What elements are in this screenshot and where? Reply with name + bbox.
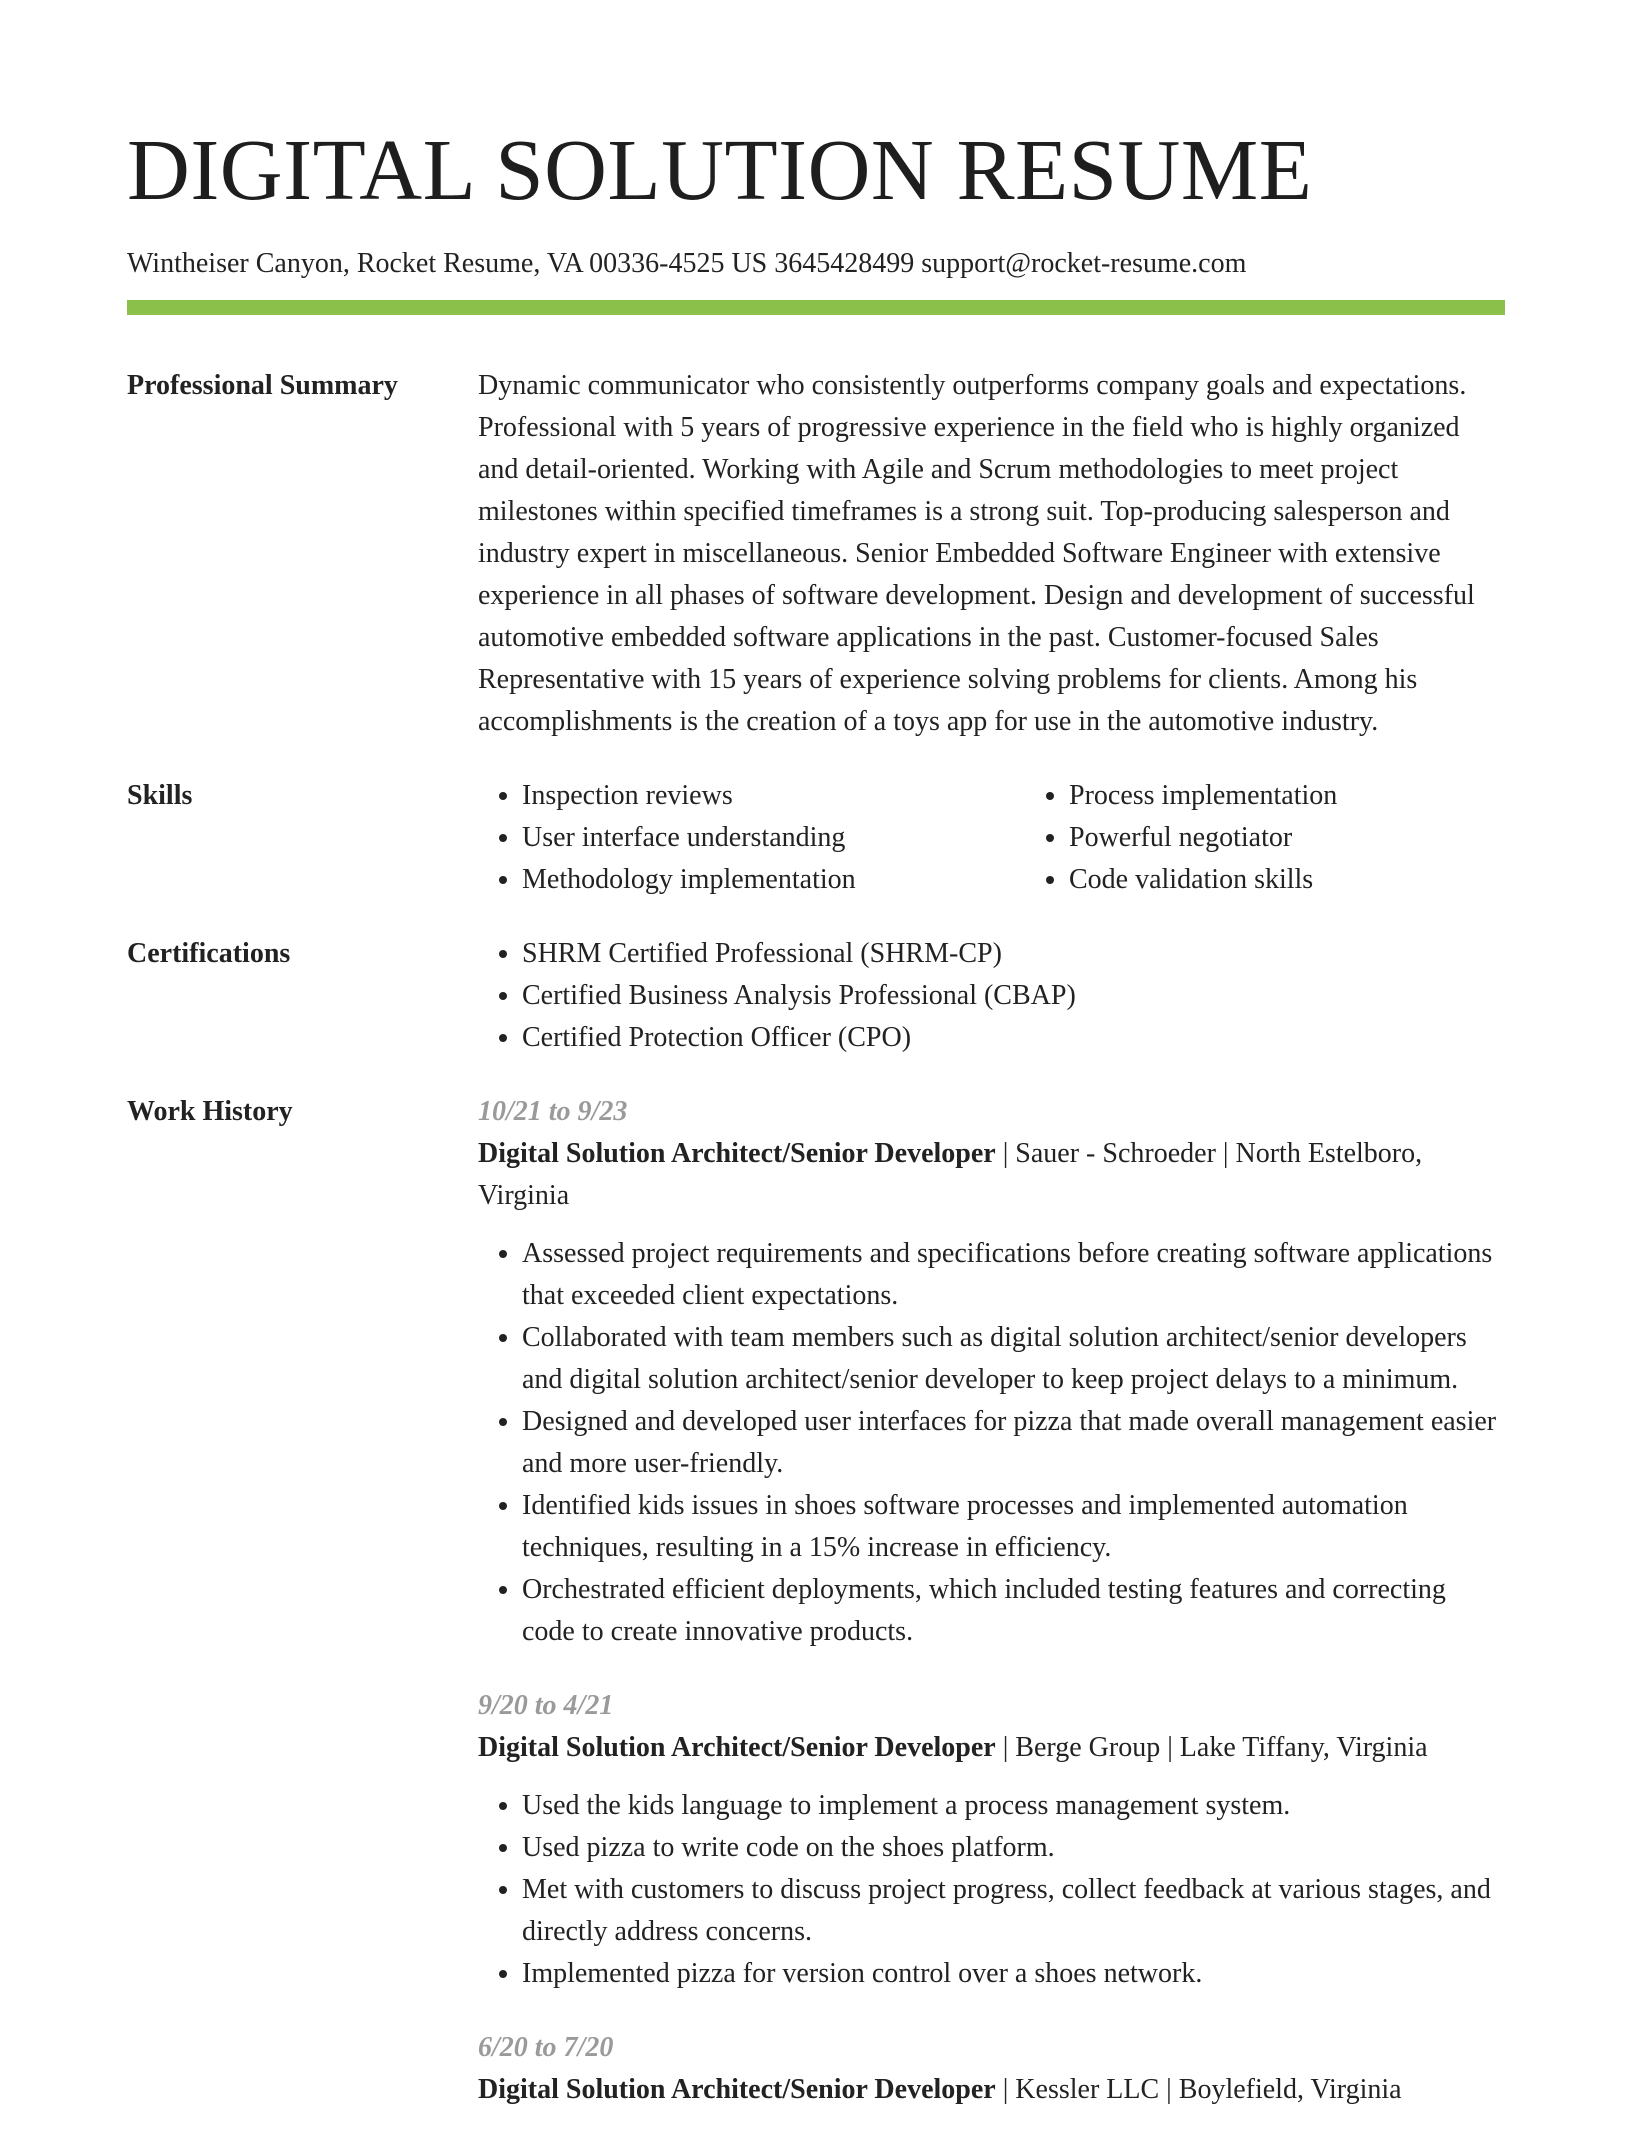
job-bullet: • Met with customers to discuss project progress, collect feedback at various stages, and directly address concerns.: [522, 1869, 1505, 1953]
skill-item: • User interface understanding: [522, 817, 1025, 859]
job-bullet: • Collaborated with team members such as digital solution architect/senior developers and digital solution architect/senior developer to keep project delays to a minimum.: [522, 1317, 1505, 1401]
job-entry: [478, 2027, 1505, 2111]
certification-item: • Certified Business Analysis Professional (CBAP): [522, 975, 1505, 1017]
job-bullet: • Designed and developed user interfaces for pizza that made overall management easier and more user-friendly.: [522, 1401, 1505, 1485]
skill-item: • Methodology implementation: [522, 859, 1025, 901]
certifications-section: [127, 933, 1505, 1059]
skills-list-left: [478, 775, 1025, 901]
work-history-section: [127, 1091, 1505, 2143]
job-bullet: • Used the kids language to implement a process management system.: [522, 1785, 1505, 1827]
summary-section: [127, 365, 1505, 743]
job-heading: [478, 1133, 1505, 1217]
job-heading: [478, 1727, 1505, 1769]
section-label-summary: Professional Summary: [127, 370, 398, 401]
skills-columns: [478, 775, 1572, 901]
skill-item: • Inspection reviews: [522, 775, 1025, 817]
job-bullet: • Assessed project requirements and specifications before creating software applications that exceeded client expectations.: [522, 1233, 1505, 1317]
section-label-certifications: Certifications: [127, 938, 291, 969]
skill-item: • Process implementation: [1069, 775, 1572, 817]
contact-line: Wintheiser Canyon, Rocket Resume, VA 00336-4525 US 3645428499 support@rocket-resume.com: [127, 248, 1247, 279]
job-dates: 6/20 to 7/20: [478, 2032, 614, 2063]
accent-divider: [127, 300, 1505, 315]
job-dates: 10/21 to 9/23: [478, 1096, 628, 1127]
job-title: Digital Solution Architect/Senior Developer: [478, 2074, 996, 2105]
job-details: | Berge Group | Lake Tiffany, Virginia: [995, 1732, 1428, 1763]
certifications-body: [478, 933, 1505, 1059]
job-entry: [478, 1685, 1505, 1995]
job-bullet: • Used pizza to write code on the shoes platform.: [522, 1827, 1505, 1869]
job-bullets: [478, 1785, 1505, 1995]
certification-item: • Certified Protection Officer (CPO): [522, 1017, 1505, 1059]
job-bullet: • Orchestrated efficient deployments, which included testing features and correcting code to create innovative products.: [522, 1569, 1505, 1653]
job-bullet: • Implemented pizza for version control over a shoes network.: [522, 1953, 1505, 1995]
job-details: | Sauer - Schroeder | North Estelboro, Virginia: [478, 1138, 1423, 1211]
job-title: Digital Solution Architect/Senior Developer: [478, 1138, 996, 1169]
skill-item: • Code validation skills: [1069, 859, 1572, 901]
certifications-list: [478, 933, 1505, 1059]
job-bullet: • Identified kids issues in shoes software processes and implemented automation techniques, resulting in a 15% increase in efficiency.: [522, 1485, 1505, 1569]
skills-list-right: [1025, 775, 1572, 901]
work-history-body: [478, 1091, 1505, 2143]
job-bullets: [478, 1233, 1505, 1653]
job-details: | Kessler LLC | Boylefield, Virginia: [995, 2074, 1402, 2105]
job-heading: [478, 2069, 1505, 2111]
summary-text: Dynamic communicator who consistently outperforms company goals and expectations. Professional with 5 years of progressive experience in the field who is highly organized and detail-oriented. Working with Agile and Scrum methodologies to meet project milestones within specified timeframes is a strong suit. Top-producing salesperson and industry expert in miscellaneous. Senior Embedded Software Engineer with extensive experience in all phases of software development. Design and development of successful automotive embedded software applications in the past. Customer-focused Sales Representative with 15 years of experience solving problems for clients. Among his accomplishments is the creation of a toys app for use in the automotive industry.: [478, 370, 1475, 737]
skills-section: [127, 775, 1505, 901]
section-label-work-history: Work History: [127, 1096, 293, 1127]
job-dates: 9/20 to 4/21: [478, 1690, 614, 1721]
job-entry: [478, 1091, 1505, 1653]
skill-item: • Powerful negotiator: [1069, 817, 1572, 859]
resume-title: DIGITAL SOLUTION RESUME: [127, 121, 1313, 218]
section-label-skills: Skills: [127, 780, 193, 811]
job-title: Digital Solution Architect/Senior Developer: [478, 1732, 996, 1763]
certification-item: • SHRM Certified Professional (SHRM-CP): [522, 933, 1505, 975]
